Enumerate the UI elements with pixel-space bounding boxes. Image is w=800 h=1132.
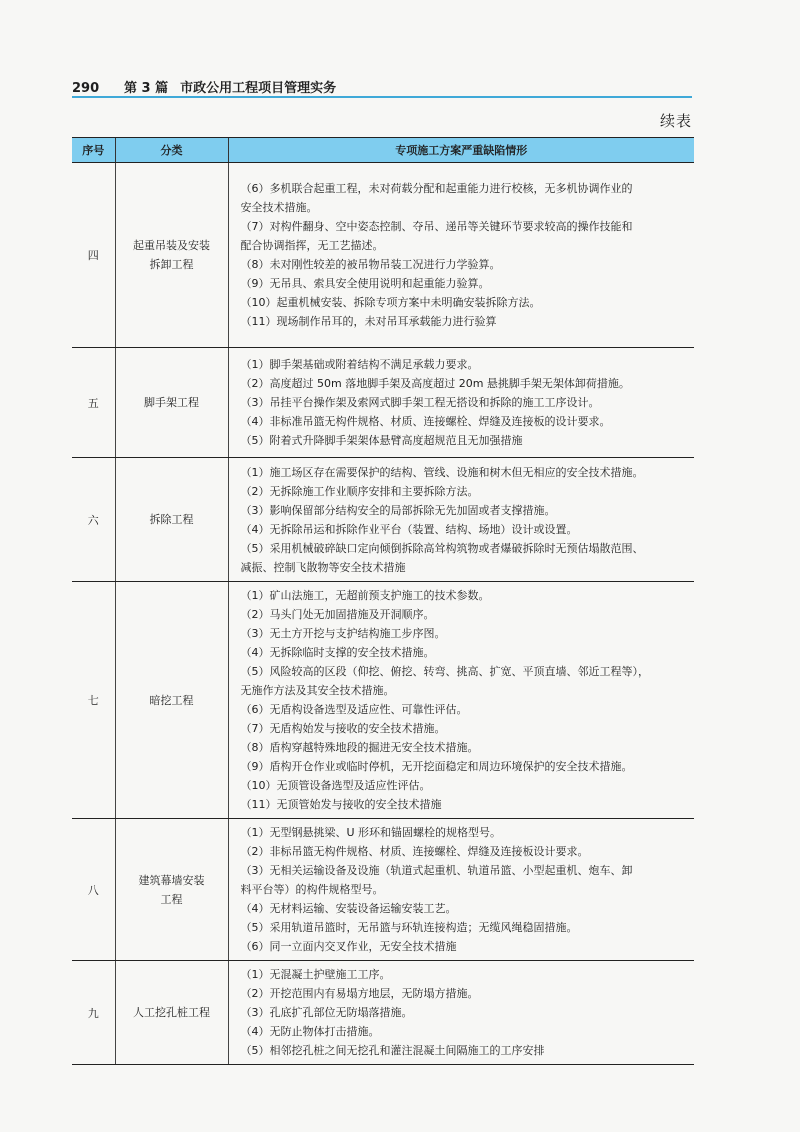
defect-line: （4）无拆除临时支撑的安全技术措施。 — [240, 646, 435, 659]
defect-line: （9）无吊具、索具安全使用说明和起重能力验算。 — [240, 277, 490, 290]
category-line: 人工挖孔桩工程 — [133, 1006, 210, 1019]
defect-line: （3）无相关运输设备及设施（轨道式起重机、轨道吊篮、小型起重机、炮车、卸 — [240, 864, 633, 877]
row-defects — [228, 819, 694, 961]
defect-line: （4）无拆除吊运和拆除作业平台（装置、结构、场地）设计或设置。 — [240, 522, 578, 536]
defect-line: （5）相邻挖孔桩之间无挖孔和灌注混凝土间隔施工的工序安排 — [240, 1044, 545, 1057]
category-line: 拆卸工程 — [149, 258, 194, 271]
column-header-category: 分类 — [115, 138, 228, 163]
category-line: 脚手架工程 — [144, 396, 199, 409]
defect-line: （8）盾构穿越特殊地段的掘进无安全技术措施。 — [240, 741, 479, 754]
part-label: 第 3 篇 — [124, 81, 169, 96]
defect-line: （1）脚手架基础或附着结构不满足承载力要求。 — [240, 358, 479, 371]
table-row — [72, 458, 694, 582]
defect-line: （3）影响保留部分结构安全的局部拆除无先加固或者支撑措施。 — [240, 503, 556, 517]
defect-line: （4）非标准吊篮无构件规格、材质、连接螺栓、焊缝及连接板的设计要求。 — [240, 415, 611, 428]
defect-line: （9）盾构开仓作业或临时停机，无开挖面稳定和周边环境保护的安全技术措施。 — [240, 760, 633, 773]
defect-line: 减振、控制飞散物等安全技术措施 — [240, 560, 406, 574]
defect-line: （2）无拆除施工作业顺序安排和主要拆除方法。 — [240, 484, 479, 498]
defect-line: （6）多机联合起重工程，未对荷载分配和起重能力进行校核，无多机协调作业的 — [240, 182, 633, 195]
category-line: 工程 — [160, 892, 183, 906]
column-header-defects: 专项施工方案严重缺陷情形 — [228, 138, 694, 163]
page-number: 290 — [72, 81, 100, 96]
defect-table — [72, 137, 694, 1065]
defect-line: （4）无防止物体打击措施。 — [240, 1025, 380, 1038]
defect-line: （4）无材料运输、安装设备运输安装工艺。 — [240, 902, 457, 915]
defect-line: （5）风险较高的区段（仰挖、俯挖、转弯、挑高、扩宽、平顶直墙、邻近工程等）， — [240, 665, 649, 678]
defect-line: （1）无型钢悬挑梁、U 形环和锚固螺栓的规格型号。 — [240, 826, 502, 839]
defect-line: 料平台等）的构件规格型号。 — [240, 883, 384, 896]
row-category — [115, 819, 228, 961]
defect-line: （6）无盾构设备选型及适应性、可靠性评估。 — [240, 703, 468, 716]
defect-line: 安全技术措施。 — [240, 201, 318, 214]
defect-line: （3）无土方开挖与支护结构施工步序图。 — [240, 627, 446, 640]
row-defects — [228, 582, 694, 819]
continued-label: 续表 — [659, 112, 692, 130]
table-row — [72, 163, 694, 348]
defect-line: （7）对构件翻身、空中姿态控制、夺吊、递吊等关键环节要求较高的操作技能和 — [240, 220, 633, 233]
defect-line: （8）未对刚性较差的被吊物吊装工况进行力学验算。 — [240, 258, 501, 271]
row-category — [115, 348, 228, 458]
table-row — [72, 582, 694, 819]
category-line: 起重吊装及安装 — [133, 239, 210, 252]
category-line: 暗挖工程 — [149, 693, 194, 707]
table-row — [72, 961, 694, 1065]
defect-line: （2）非标吊篮无构件规格、材质、连接螺栓、焊缝及连接板设计要求。 — [240, 845, 589, 858]
running-header — [72, 74, 732, 96]
row-defects — [228, 348, 694, 458]
row-number: 八 — [72, 819, 115, 961]
defect-line: （3）孔底扩孔部位无防塌落措施。 — [240, 1006, 413, 1019]
defect-line: （10）无顶管设备选型及适应性评估。 — [240, 779, 431, 792]
table-row — [72, 819, 694, 961]
defect-line: （1）矿山法施工，无超前预支护施工的技术参数。 — [240, 589, 490, 602]
row-category — [115, 163, 228, 348]
row-number: 六 — [72, 458, 115, 582]
defect-line: （6）同一立面内交叉作业，无安全技术措施 — [240, 940, 457, 953]
defect-line: （2）马头门处无加固措施及开洞顺序。 — [240, 608, 435, 621]
column-header-no: 序号 — [72, 138, 115, 163]
defect-line: 无施作方法及其安全技术措施。 — [240, 684, 395, 697]
defect-line: （5）附着式升降脚手架架体悬臂高度超规范且无加强措施 — [240, 434, 523, 447]
row-number: 七 — [72, 582, 115, 819]
row-category — [115, 582, 228, 819]
row-number: 四 — [72, 163, 115, 348]
table-header-row — [72, 138, 694, 163]
defect-line: 配合协调指挥，无工艺描述。 — [240, 239, 384, 252]
category-line: 拆除工程 — [149, 513, 194, 526]
header-rule — [72, 96, 692, 98]
book-title: 市政公用工程项目管理实务 — [180, 81, 337, 96]
table-row — [72, 348, 694, 458]
defect-line: （1）无混凝土护壁施工工序。 — [240, 968, 391, 981]
row-defects — [228, 961, 694, 1065]
defect-line: （10）起重机械安装、拆除专项方案中未明确安装拆除方法。 — [240, 296, 541, 309]
defect-line: （5）采用轨道吊篮时，无吊篮与环轨连接构造；无缆风绳稳固措施。 — [240, 921, 578, 934]
category-line: 建筑幕墙安装 — [138, 873, 205, 887]
defect-line: （11）无顶管始发与接收的安全技术措施 — [240, 798, 442, 811]
defect-line: （2）高度超过 50m 落地脚手架及高度超过 20m 悬挑脚手架无架体卸荷措施。 — [240, 377, 630, 390]
defect-line: （11）现场制作吊耳的，未对吊耳承载能力进行验算 — [240, 315, 497, 328]
row-category — [115, 458, 228, 582]
row-number: 五 — [72, 348, 115, 458]
defect-line: （7）无盾构始发与接收的安全技术措施。 — [240, 722, 446, 735]
defect-line: （5）采用机械破碎缺口定向倾倒拆除高耸构筑物或者爆破拆除时无预估塌散范围、 — [240, 541, 644, 555]
row-defects — [228, 163, 694, 348]
defect-line: （2）开挖范围内有易塌方地层，无防塌方措施。 — [240, 987, 479, 1000]
row-category — [115, 961, 228, 1065]
defect-line: （3）吊挂平台操作架及索网式脚手架工程无搭设和拆除的施工工序设计。 — [240, 396, 600, 409]
row-defects — [228, 458, 694, 582]
defect-line: （1）施工场区存在需要保护的结构、管线、设施和树木但无相应的安全技术措施。 — [240, 465, 644, 479]
row-number: 九 — [72, 961, 115, 1065]
